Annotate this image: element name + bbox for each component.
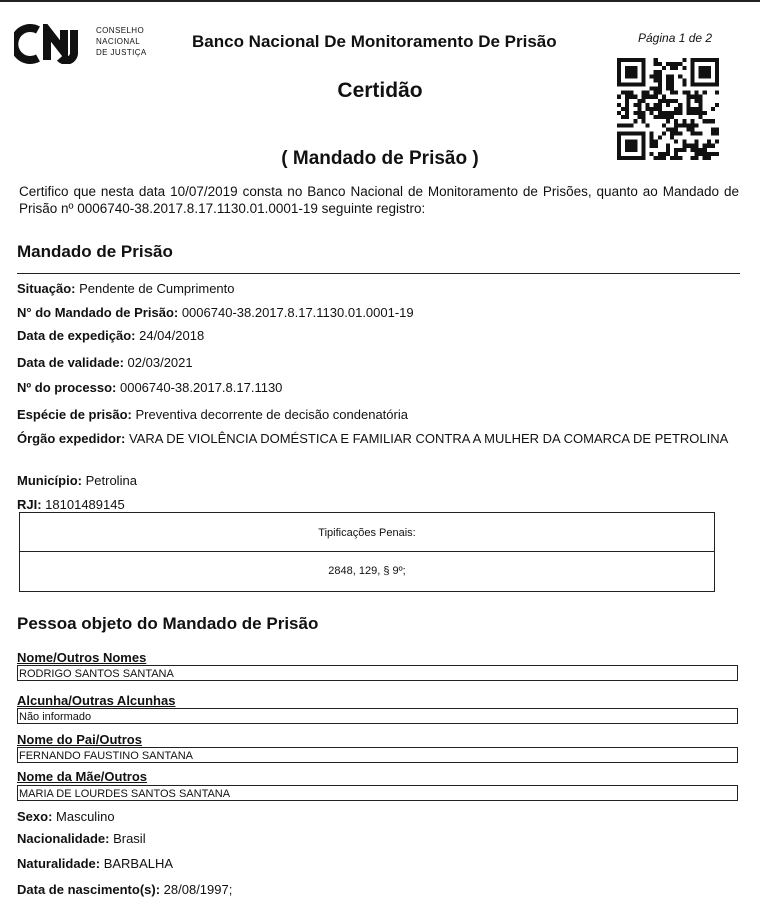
document-header-title: Banco Nacional De Monitoramento De Prisão <box>192 32 557 51</box>
certificate-subtitle: ( Mandado de Prisão ) <box>281 148 479 169</box>
field-label: Sexo: <box>17 809 53 824</box>
top-border <box>0 0 760 2</box>
cnj-logo <box>14 22 154 66</box>
field-label: Espécie de prisão: <box>17 407 132 422</box>
field-value: BARBALHA <box>100 856 174 871</box>
field-orgao-expedidor <box>17 431 729 446</box>
logo-line: DE JUSTIÇA <box>96 48 147 57</box>
value-nome-mae: MARIA DE LOURDES SANTOS SANTANA <box>17 785 738 801</box>
field-label: Data de validade: <box>17 355 124 370</box>
field-value: 28/08/1997; <box>160 882 233 897</box>
field-naturalidade <box>17 856 737 871</box>
field-label: Data de nascimento(s): <box>17 882 161 897</box>
field-value: 02/03/2021 <box>123 355 193 370</box>
field-value: Masculino <box>52 809 115 824</box>
field-label: Nacionalidade: <box>17 831 110 846</box>
field-label: Município: <box>17 473 82 488</box>
value-alcunha: Não informado <box>17 708 738 724</box>
field-value: 24/04/2018 <box>135 328 205 343</box>
field-situacao <box>17 281 737 296</box>
tipificacoes-value: 2848, 129, § 9º; <box>328 565 406 577</box>
warrant-section-title: Mandado de Prisão <box>17 242 173 261</box>
person-section-title: Pessoa objeto do Mandado de Prisão <box>17 614 319 633</box>
field-nacionalidade <box>17 831 737 846</box>
field-label: RJI: <box>17 497 42 512</box>
field-numero-mandado <box>17 305 737 320</box>
field-value: Preventiva decorrente de decisão condenatória <box>131 407 408 422</box>
field-data-validade <box>17 355 737 370</box>
value-nome: RODRIGO SANTOS SANTANA <box>17 665 738 681</box>
field-value: 0006740-38.2017.8.17.1130 <box>116 380 283 395</box>
field-municipio <box>17 473 737 488</box>
field-label: Nº do processo: <box>17 380 117 395</box>
label-alcunha: Alcunha/Outras Alcunhas <box>17 693 176 708</box>
page-number: Página 1 de 2 <box>638 31 713 45</box>
field-label: Situação: <box>17 281 76 296</box>
field-especie-prisao <box>17 407 737 422</box>
field-rji <box>17 497 737 512</box>
field-numero-processo <box>17 380 737 395</box>
qr-code-icon <box>617 58 719 160</box>
field-label: Data de expedição: <box>17 328 136 343</box>
field-value: 0006740-38.2017.8.17.1130.01.0001-19 <box>178 305 414 320</box>
field-value: Pendente de Cumprimento <box>75 281 235 296</box>
certificate-title: Certidão <box>337 79 423 102</box>
certificate-intro: Certifico que nesta data 10/07/2019 consta no Banco Nacional de Monitoramento de Prisões, quanto ao Mandado de Prisão nº 0006740-38.2017.8.17.1130.01.0001-19 seguinte registro: <box>19 184 739 216</box>
label-nome-pai: Nome do Pai/Outros <box>17 732 142 747</box>
field-label: Naturalidade: <box>17 856 101 871</box>
field-label: Órgão expedidor: <box>17 431 126 446</box>
tipificacoes-table <box>19 512 715 592</box>
field-value: Petrolina <box>82 473 137 488</box>
field-sexo <box>17 809 737 824</box>
section-divider <box>17 273 740 274</box>
field-data-expedicao <box>17 328 737 343</box>
label-nome-mae: Nome da Mãe/Outros <box>17 769 148 784</box>
field-value: Brasil <box>109 831 146 846</box>
logo-text <box>96 25 147 58</box>
logo-line: CONSELHO <box>96 26 145 35</box>
field-data-nascimento <box>17 882 737 897</box>
field-value: VARA DE VIOLÊNCIA DOMÉSTICA E FAMILIAR CONTRA A MULHER DA COMARCA DE PETROLINA <box>125 431 729 446</box>
cnj-logo-icon <box>14 24 94 64</box>
field-value: 18101489145 <box>41 497 125 512</box>
field-label: N° do Mandado de Prisão: <box>17 305 179 320</box>
label-nome: Nome/Outros Nomes <box>17 650 147 665</box>
logo-line: NACIONAL <box>96 37 141 46</box>
tipificacoes-header: Tipificações Penais: <box>20 513 714 552</box>
value-nome-pai: FERNANDO FAUSTINO SANTANA <box>17 747 738 763</box>
